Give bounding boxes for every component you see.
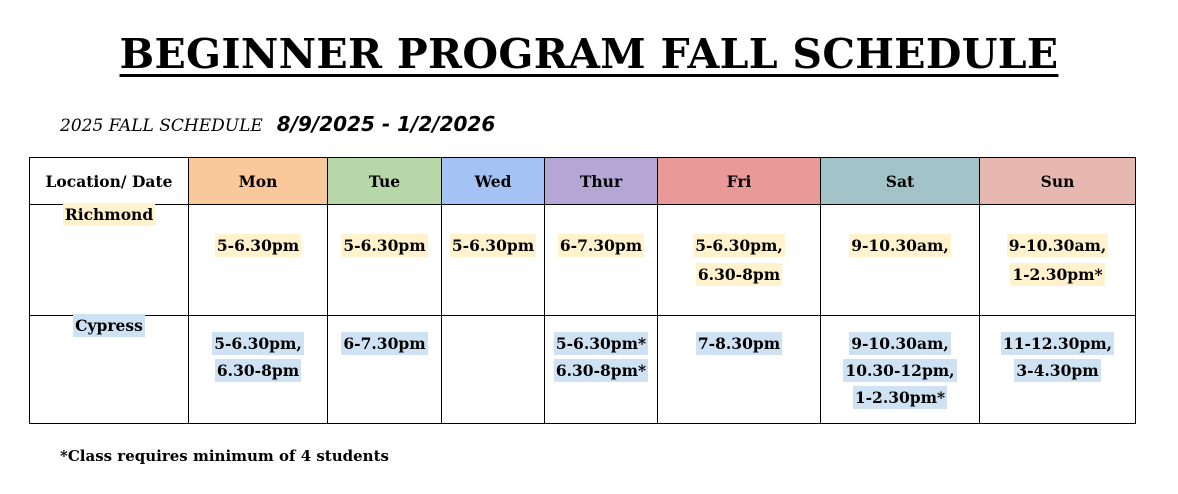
schedule-cell-wed [442, 205, 545, 316]
footnote: *Class requires minimum of 4 students [60, 447, 389, 465]
time-slot: 6.30-8pm [697, 265, 781, 284]
time-slot: 5-6.30pm, [695, 236, 783, 255]
time-slot: 6-7.30pm [343, 334, 426, 353]
header-wed: Wed [442, 158, 545, 205]
location-cell [30, 316, 189, 424]
schedule-cell-mon [189, 316, 328, 424]
schedule-cell-fri [658, 205, 821, 316]
schedule-cell-fri [658, 316, 821, 424]
schedule-cell-mon [189, 205, 328, 316]
time-slot: 5-6.30pm [451, 236, 535, 255]
time-slot: 5-6.30pm* [555, 334, 647, 353]
time-slot: 6.30-8pm [216, 361, 300, 380]
schedule-dates: 8/9/2025 - 1/2/2026 [276, 112, 496, 136]
header-mon: Mon [189, 158, 328, 205]
time-slot: 5-6.30pm, [214, 334, 302, 353]
time-slot: 6.30-8pm* [555, 361, 647, 380]
location-cell [30, 205, 189, 316]
schedule-cell-tue [328, 316, 442, 424]
schedule-label: 2025 FALL SCHEDULE [60, 116, 263, 136]
location-label: Richmond [64, 205, 154, 224]
header-tue: Tue [328, 158, 442, 205]
schedule-cell-tue [328, 205, 442, 316]
time-slot: 7-8.30pm [697, 334, 781, 353]
schedule-subtitle [60, 112, 495, 136]
time-slot: 1-2.30pm* [854, 388, 946, 407]
time-slot: 3-4.30pm [1016, 361, 1099, 380]
header-location-date: Location/ Date [30, 158, 189, 205]
schedule-cell-sat [821, 316, 980, 424]
schedule-cell-sat [821, 205, 980, 316]
time-slot: 9-10.30am, [851, 236, 949, 255]
schedule-cell-thur [545, 205, 658, 316]
header-thur: Thur [545, 158, 658, 205]
header-row [30, 158, 1136, 205]
table-row-cypress [30, 316, 1136, 424]
schedule-cell-wed [442, 316, 545, 424]
location-label: Cypress [75, 316, 143, 335]
time-slot: 9-10.30am, [1008, 236, 1107, 255]
time-slot: 6-7.30pm [559, 236, 643, 255]
header-sat: Sat [821, 158, 980, 205]
time-slot: 9-10.30am, [851, 334, 949, 353]
time-slot: 11-12.30pm, [1002, 334, 1113, 353]
table-row-richmond [30, 205, 1136, 316]
time-slot: 5-6.30pm [343, 236, 426, 255]
schedule-cell-thur [545, 316, 658, 424]
time-slot: 5-6.30pm [216, 236, 300, 255]
header-sun: Sun [980, 158, 1136, 205]
schedule-cell-sun [980, 316, 1136, 424]
time-slot: 10.30-12pm, [845, 361, 955, 380]
header-fri: Fri [658, 158, 821, 205]
schedule-table [29, 157, 1136, 424]
page-title: BEGINNER PROGRAM FALL SCHEDULE [119, 30, 1059, 78]
time-slot: 1-2.30pm* [1012, 265, 1103, 284]
schedule-cell-sun [980, 205, 1136, 316]
